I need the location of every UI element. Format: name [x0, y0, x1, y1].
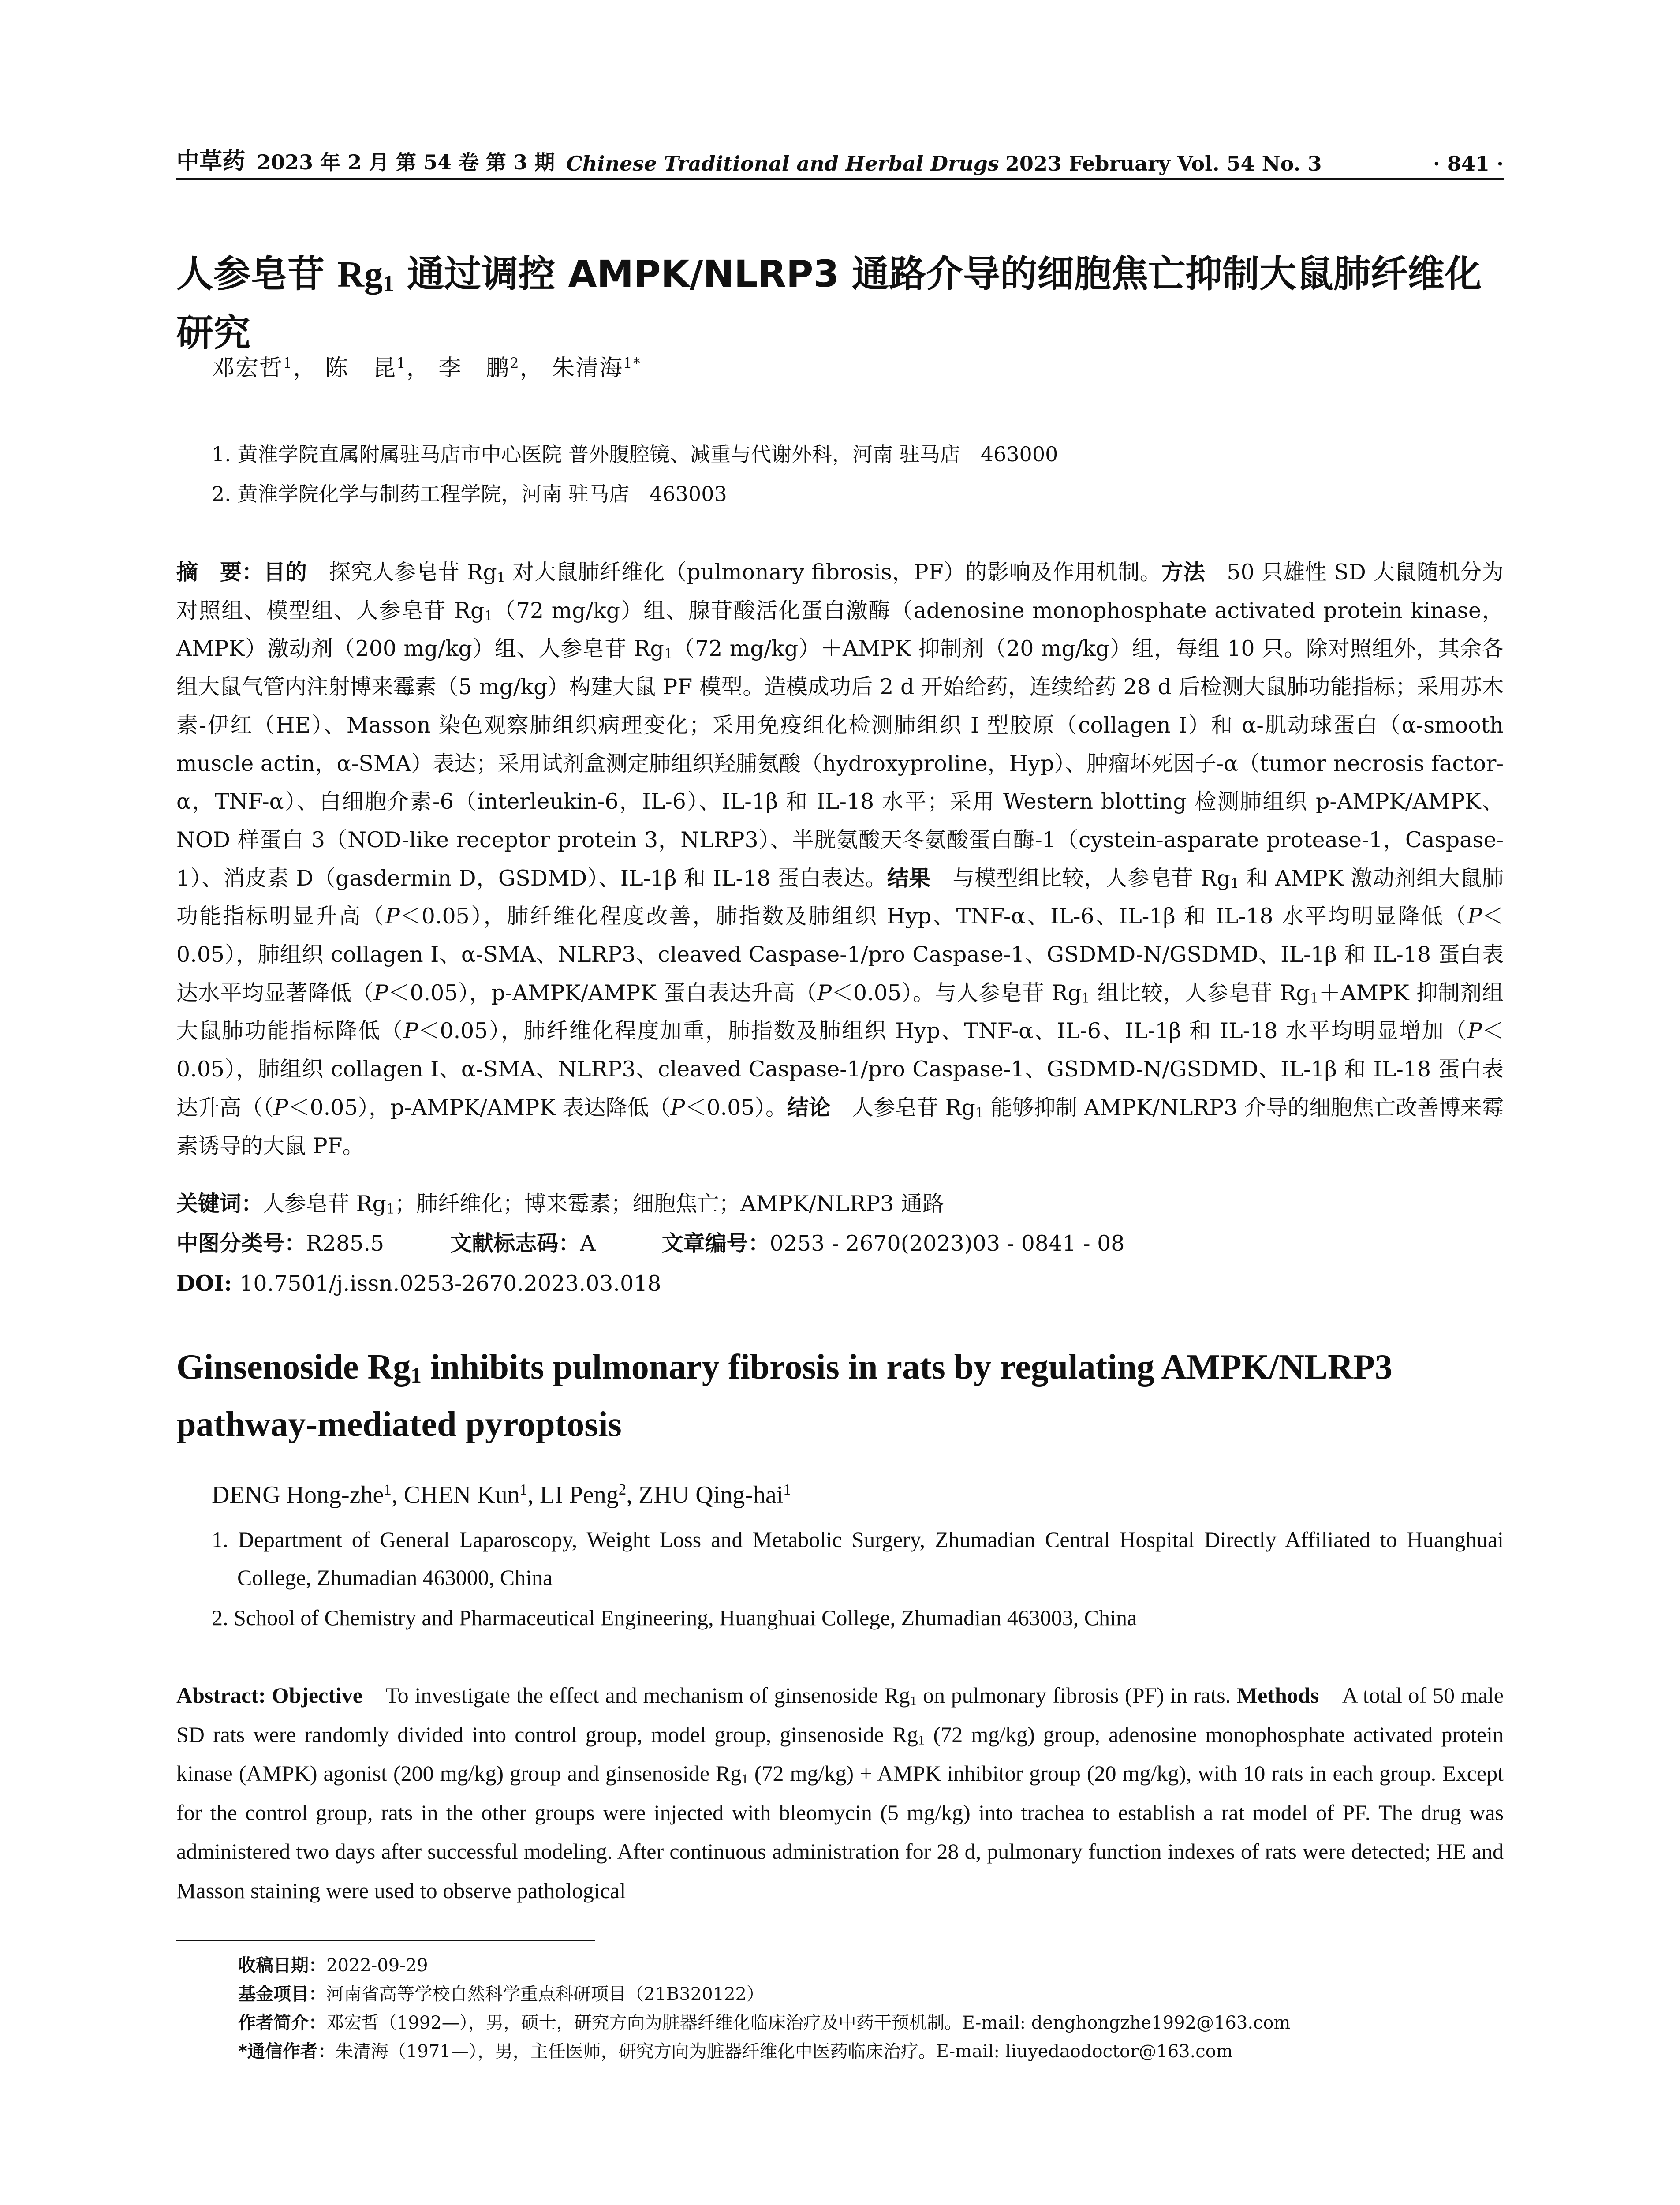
document-code-value: A: [580, 1231, 596, 1256]
document-code: [450, 1226, 595, 1261]
footnote-corresponding: [238, 2037, 1504, 2066]
methods-en-label: Methods: [1236, 1683, 1319, 1708]
author-name: 陈 昆: [325, 355, 397, 381]
author-name: ZHU Qing-hai: [638, 1481, 784, 1509]
author-affiliation-mark: 1: [283, 355, 293, 372]
clc-value: R285.5: [306, 1231, 385, 1256]
abstract-text: （72 mg/kg）组、腺苷酸活化蛋白激酶（adenosine monophosphate activated protein kinase，AMPK）激动剂（200 mg/kg）组、人参皂苷 Rg: [176, 598, 1504, 662]
p-value-symbol: P: [403, 1018, 418, 1044]
p-value-symbol: P: [385, 904, 400, 929]
title-cn-part: 通过调控 AMPK/NLRP3 通路介导的细胞焦亡抑制大鼠肺纤维化研究: [176, 252, 1482, 355]
p-value-symbol: P: [273, 1095, 288, 1120]
affiliation-cn-1: 1. 黄淮学院直属附属驻马店市中心医院 普外腹腔镜、减重与代谢外科，河南 驻马店 463000: [212, 442, 1058, 466]
footnote-rule: [176, 1940, 595, 1941]
abstract-text: （72 mg/kg）＋AMPK 抑制剂（20 mg/kg）组，每组 10 只。除对照组外，其余各组大鼠气管内注射博来霉素（5 mg/kg）构建大鼠 PF 模型。造模成功后 2 d 开始给药，连续给药 28 d 后检测大鼠肺功能指标；采用苏木素-伊红（HE）、Masson 染色观察肺组织病理变化；采用免疫组化检测肺组织 I 型胶原（collagen I）和 α-肌动球蛋白（α-smooth muscle actin，α-SMA）表达；采用试剂盒测定肺组织羟脯氨酸（hydroxyproline，Hyp）、肿瘤坏死因子-α（tumor necrosis factor-α，TNF-α）、白细胞介素-6（interleukin-6，IL-6）、IL-1β 和 IL-18 水平；采用 Western blotting 检测肺组织 p-AMPK/AMPK、NOD 样蛋白 3（NOD-like receptor protein 3，NLRP3）、半胱氨酸天冬氨酸蛋白酶-1（cystein-asparate protease-1，Caspase-1）、消皮素 D（gasdermin D，GSDMD）、IL-1β 和 IL-18 蛋白表达。: [176, 636, 1504, 891]
abstract-text: 探究人参皂苷 Rg: [307, 560, 497, 585]
footnote-value: 2022-09-29: [326, 1955, 428, 1976]
affiliation-text: 1. Department of General Laparoscopy, Weight Loss and Metabolic Surgery, Zhumadian Central Hospital Directly Affiliated to Huanghuai College, Zhumadian 463000, China: [212, 1527, 1504, 1590]
author-affiliation-mark: 1: [783, 1480, 791, 1498]
abstract-text: 与模型组比较，人参皂苷 Rg: [930, 865, 1231, 891]
subscript: 1: [1081, 990, 1090, 1006]
keywords-label: 关键词：: [176, 1191, 263, 1216]
title-en-part: Ginsenoside Rg: [176, 1348, 411, 1387]
subscript: 1: [910, 1693, 917, 1708]
subscript: 1: [918, 1732, 925, 1748]
abstract-cn: [176, 553, 1504, 1165]
title-cn-part: 人参皂苷: [176, 252, 338, 295]
p-value-symbol: P: [817, 980, 832, 1005]
abstract-label: 摘 要：: [176, 560, 264, 585]
footnote-label: 作者简介：: [238, 2013, 326, 2033]
article-title-en: [176, 1338, 1504, 1453]
article-number-label: 文章编号：: [661, 1231, 770, 1256]
clc-label: 中图分类号：: [176, 1231, 306, 1256]
journal-name-cn: 中草药: [176, 148, 246, 175]
keywords-value: 人参皂苷 Rg: [263, 1191, 386, 1216]
title-en-subscript: 1: [411, 1363, 422, 1387]
objective-label: 目的: [263, 560, 307, 585]
affiliation-en-1: [212, 1521, 1504, 1596]
header-rule: [176, 178, 1504, 180]
footnote-author-bio: [238, 2009, 1504, 2037]
p-value-symbol: P: [373, 980, 388, 1005]
author-name: 李 鹏: [438, 355, 510, 381]
subscript: 1: [497, 570, 506, 586]
abstract-text: ＜0.05），肺纤维化程度加重，肺指数及肺组织 Hyp、TNF-α、IL-6、IL-1β 和 IL-18 水平均明显增加（: [418, 1018, 1467, 1044]
abstract-en-label: Abstract: Objective: [176, 1683, 362, 1708]
abstract-text: ＋AMPK 抑制剂组大鼠肺功能指标降低（: [176, 980, 1504, 1044]
keywords-value: ；肺纤维化；博来霉素；细胞焦亡；AMPK/NLRP3 通路: [395, 1191, 944, 1216]
footnote-label: 基金项目：: [238, 1984, 326, 2004]
p-value-symbol: P: [670, 1095, 685, 1120]
author-name: CHEN Kun: [403, 1481, 520, 1509]
abstract-text: on pulmonary fibrosis (PF) in rats.: [917, 1683, 1237, 1708]
classification-row: [176, 1226, 1504, 1261]
footnote-label: 收稿日期：: [238, 1955, 326, 1976]
author-name: DENG Hong-zhe: [212, 1481, 384, 1509]
subscript: 1: [1310, 990, 1319, 1006]
affiliation-cn-2: 2. 黄淮学院化学与制药工程学院，河南 驻马店 463003: [212, 482, 727, 506]
abstract-text: ＜0.05），肺组织 collagen I、α-SMA、NLRP3、cleaved Caspase-1/pro Caspase-1、GSDMD-N/GSDMD、IL-1β 和 IL-18 蛋白表达升高（（: [176, 1018, 1504, 1120]
author-affiliation-mark: 1: [396, 355, 407, 372]
doi-value[interactable]: 10.7501/j.issn.0253-2670.2023.03.018: [239, 1271, 661, 1296]
abstract-text: (72 mg/kg) group, adenosine monophosphate activated protein kinase (AMPK) agonist (200 mg/kg) group and ginsenoside Rg: [176, 1722, 1504, 1786]
footnote-value: 朱清海（1971—），男，主任医师，研究方向为脏器纤维化中医药临床治疗。E-mail: liuyedaodoctor@163.com: [335, 2041, 1233, 2062]
article-number: [662, 1226, 1125, 1261]
abstract-text: ＜0.05）。与人参皂苷 Rg: [832, 980, 1082, 1005]
abstract-text: A total of 50 male SD rats were randomly divided into control group, model group, ginsenoside Rg: [176, 1683, 1504, 1747]
subscript: 1: [664, 646, 673, 662]
footnote-received: [238, 1951, 1504, 1980]
author-affiliation-mark: 2: [618, 1480, 627, 1498]
abstract-text: 50 只雄性 SD 大鼠随机分为对照组、模型组、人参皂苷 Rg: [176, 560, 1504, 623]
author-list-en: DENG Hong-zhe$^1$, CHEN Kun$^1$, LI Peng$^2$, ZHU Qing-hai$^1$: [212, 1480, 791, 1509]
abstract-text: To investigate the effect and mechanism of ginsenoside Rg: [362, 1683, 910, 1708]
doi-label: DOI:: [176, 1271, 240, 1296]
footnote-label: *通信作者：: [238, 2041, 336, 2062]
conclusion-label: 结论: [787, 1095, 830, 1120]
keywords-cn: [176, 1186, 1504, 1222]
author-name: 朱清海: [552, 355, 623, 381]
running-header: [176, 140, 1504, 176]
author-name: 邓宏哲: [212, 355, 284, 381]
abstract-text: ＜0.05），肺纤维化程度改善，肺指数及肺组织 Hyp、TNF-α、IL-6、IL-1β 和 IL-18 水平均明显降低（: [399, 904, 1467, 929]
title-cn-subscript: 1: [382, 271, 394, 296]
abstract-text: ＜0.05），肺组织 collagen I、α-SMA、NLRP3、cleaved Caspase-1/pro Caspase-1、GSDMD-N/GSDMD、IL-1β 和 IL-18 蛋白表达水平均显著降低（: [176, 904, 1504, 1005]
title-cn-rg: Rg: [337, 254, 383, 295]
footnote-funding: [238, 1980, 1504, 2008]
issue-date-en: 2023 February Vol. 54 No. 3: [1005, 152, 1322, 176]
page-number: · 841 ·: [1433, 152, 1504, 176]
abstract-text: (72 mg/kg) + AMPK inhibitor group (20 mg/kg), with 10 rats in each group. Except for the control group, rats in the other groups were injected with bleomycin (5 mg/kg) into trachea to establish a rat model of PF. The drug was administered two days after successful modeling. After continuous administration for 28 d, pulmonary function indexes of rats were detected; HE and Masson staining were used to observe pathological: [176, 1761, 1504, 1903]
footnote-value: 邓宏哲（1992—），男，硕士，研究方向为脏器纤维化临床治疗及中药干预机制。E-mail: denghongzhe1992@163.com: [326, 2013, 1291, 2033]
abstract-en: [176, 1676, 1504, 1910]
journal-name-en: Chinese Traditional and Herbal Drugs: [566, 152, 999, 176]
author-affiliation-mark: 1*: [623, 355, 641, 372]
subscript: 1: [484, 608, 493, 624]
issue-date-cn: 2023 年 2 月 第 54 卷 第 3 期: [257, 150, 555, 174]
affiliation-en-2: 2. School of Chemistry and Pharmaceutical Engineering, Huanghuai College, Zhumadian 463003, China: [212, 1605, 1137, 1630]
author-affiliation-mark: 2: [510, 355, 520, 372]
article-title-cn: [176, 245, 1504, 362]
subscript: 1: [741, 1771, 748, 1786]
author-name: LI Peng: [539, 1481, 619, 1509]
methods-label: 方法: [1161, 560, 1206, 585]
abstract-text: 对大鼠肺纤维化（pulmonary fibrosis，PF）的影响及作用机制。: [505, 560, 1162, 585]
abstract-text: 能够抑制 AMPK/NLRP3 介导的细胞焦亡改善博来霉素诱导的大鼠 PF。: [176, 1095, 1504, 1159]
results-label: 结果: [887, 865, 931, 891]
author-affiliation-mark: 1: [519, 1480, 527, 1498]
abstract-text: ＜0.05）。: [685, 1095, 787, 1120]
document-code-label: 文献标志码：: [450, 1231, 580, 1256]
subscript: 1: [1230, 876, 1239, 892]
abstract-text: 组比较，人参皂苷 Rg: [1090, 980, 1310, 1005]
p-value-symbol: P: [1467, 904, 1482, 929]
p-value-symbol: P: [1467, 1018, 1482, 1044]
abstract-text: 人参皂苷 Rg: [830, 1095, 975, 1120]
abstract-text: ＜0.05），p-AMPK/AMPK 表达降低（: [288, 1095, 671, 1120]
subscript: 1: [975, 1105, 984, 1121]
doi: [176, 1266, 1504, 1301]
title-en-part: inhibits pulmonary fibrosis in rats by regulating AMPK/NLRP3 pathway-mediated pyroptosis: [176, 1348, 1393, 1444]
author-affiliation-mark: 1: [384, 1480, 392, 1498]
footnote-value: 河南省高等学校自然科学重点科研项目（21B320122）: [326, 1984, 764, 2004]
abstract-text: 和 AMPK 激动剂组大鼠肺功能指标明显升高（: [176, 865, 1504, 929]
article-number-value: 0253 - 2670(2023)03 - 0841 - 08: [769, 1231, 1125, 1256]
clc-number: [176, 1226, 384, 1261]
subscript: 1: [386, 1201, 395, 1217]
abstract-text: ＜0.05），p-AMPK/AMPK 蛋白表达升高（: [388, 980, 818, 1005]
author-list-cn: 邓宏哲$^1$， 陈 昆$^1$， 李 鹏$^2$， 朱清海$^{1*}$: [212, 355, 641, 381]
